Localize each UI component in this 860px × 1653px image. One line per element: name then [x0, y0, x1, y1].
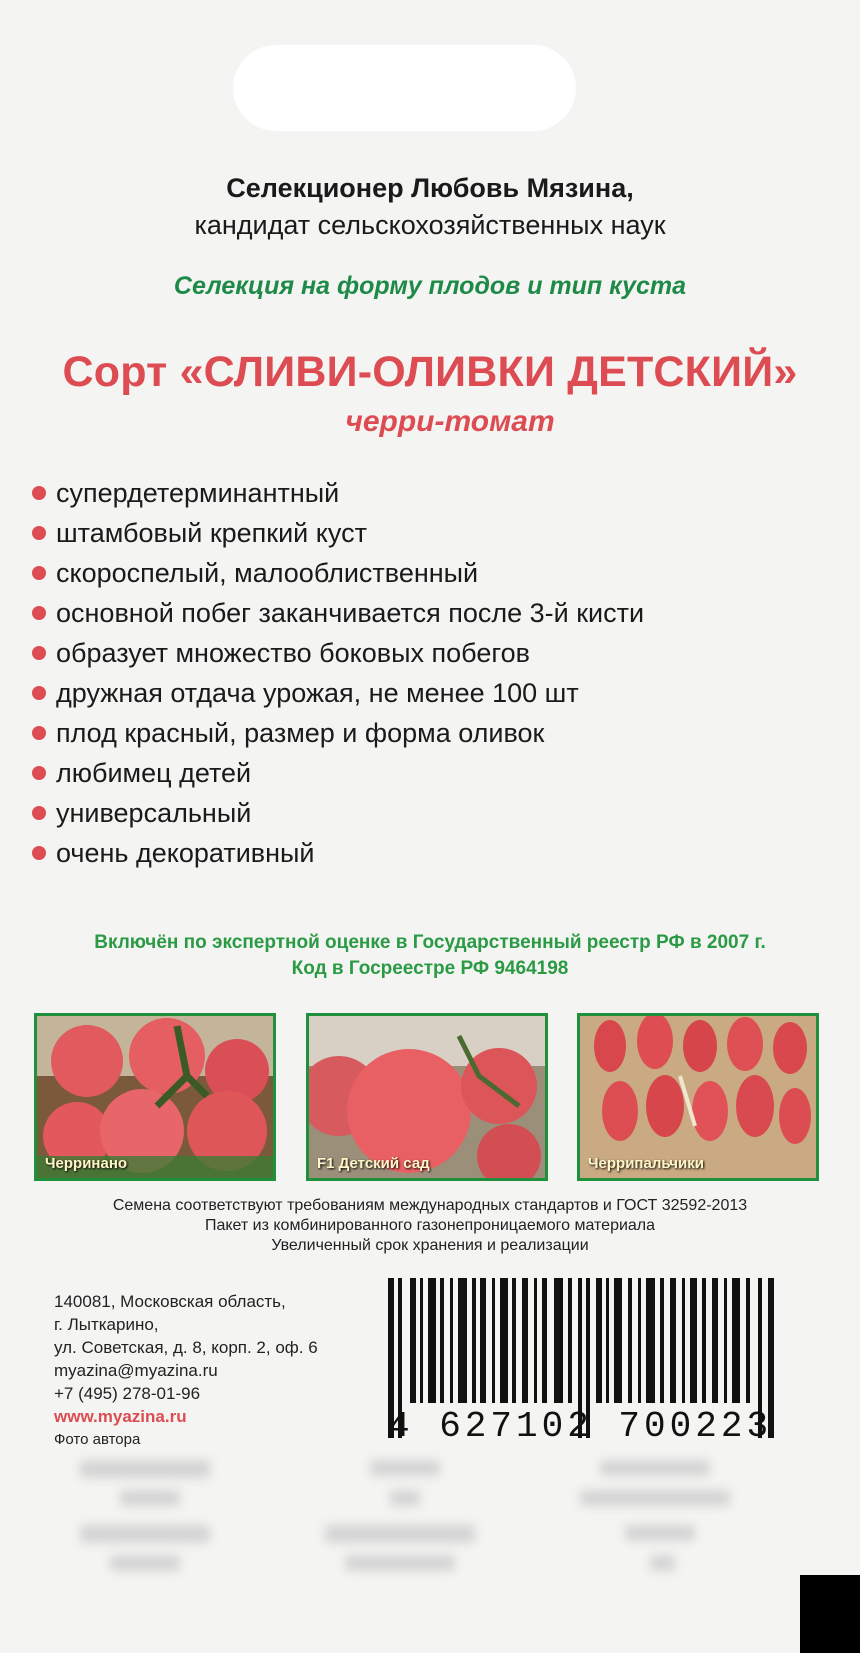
- list-item: любимец детей: [32, 753, 644, 793]
- bullet-icon: [32, 806, 46, 820]
- list-item: образует множество боковых побегов: [32, 633, 644, 673]
- variety-type: черри-томат: [345, 405, 555, 438]
- blurred-text: [80, 1460, 210, 1478]
- blurred-text: [600, 1460, 710, 1476]
- selection-note: Селекция на форму плодов и тип куста: [173, 272, 687, 300]
- website: www.myazina.ru: [54, 1407, 187, 1426]
- registry-note: [0, 930, 860, 982]
- blurred-text: [650, 1555, 675, 1571]
- bullet-icon: [32, 646, 46, 660]
- list-item: очень декоративный: [32, 833, 644, 873]
- tomato-photo: [580, 1016, 816, 1178]
- list-item: штамбовый крепкий куст: [32, 513, 644, 553]
- standards-line-3: Увеличенный срок хранения и реализации: [271, 1237, 589, 1254]
- bullet-icon: [32, 486, 46, 500]
- standards-line-1: Семена соответствуют требованиям международных стандартов и ГОСТ 32592-2013: [112, 1197, 748, 1214]
- variety-name: Сорт «СЛИВИ-ОЛИВКИ ДЕТСКИЙ»: [62, 348, 798, 396]
- standards-note: [0, 1196, 860, 1256]
- hang-hole: [233, 45, 576, 131]
- email: myazina@myazina.ru: [54, 1361, 218, 1380]
- blurred-text: [390, 1490, 420, 1506]
- list-item: универсальный: [32, 793, 644, 833]
- bullet-icon: [32, 526, 46, 540]
- phone: +7 (495) 278-01-96: [54, 1384, 201, 1403]
- photo-credit: Фото автора: [54, 1431, 141, 1448]
- blurred-text: [370, 1460, 440, 1476]
- registry-line-2: Код в Госреестре РФ 9464198: [291, 958, 569, 979]
- address-line-3: ул. Советская, д. 8, корп. 2, оф. 6: [54, 1338, 318, 1357]
- bullet-icon: [32, 566, 46, 580]
- photo-detsky-sad: [306, 1013, 548, 1181]
- tomato-photo: [37, 1016, 273, 1178]
- list-item: плод красный, размер и форма оливок: [32, 713, 644, 753]
- blurred-text: [80, 1525, 210, 1543]
- bullet-icon: [32, 766, 46, 780]
- tomato-photo: [309, 1016, 545, 1178]
- photo-caption: Черрипальчики: [588, 1155, 704, 1172]
- blurred-text: [325, 1525, 475, 1543]
- address-line-2: г. Лыткарино,: [54, 1315, 159, 1334]
- list-item: супердетерминантный: [32, 473, 644, 513]
- breeder-title: кандидат сельскохозяйственных наук: [194, 210, 666, 240]
- blurred-text: [120, 1490, 180, 1506]
- bullet-icon: [32, 846, 46, 860]
- features-list: [32, 473, 644, 873]
- blurred-text: [345, 1555, 455, 1571]
- address-block: [54, 1290, 318, 1451]
- blurred-text: [625, 1525, 695, 1541]
- photo-caption: F1 Детский сад: [317, 1155, 430, 1172]
- packet-edge: [800, 1575, 860, 1653]
- registry-line-1: Включён по экспертной оценке в Государственный реестр РФ в 2007 г.: [94, 932, 766, 953]
- breeder-name: Селекционер Любовь Мязина,: [226, 173, 634, 203]
- standards-line-2: Пакет из комбинированного газонепроницаемого материала: [204, 1217, 656, 1234]
- blurred-text: [580, 1490, 730, 1506]
- photo-cherrinano: [34, 1013, 276, 1181]
- list-item: скороспелый, малооблиственный: [32, 553, 644, 593]
- bullet-icon: [32, 606, 46, 620]
- breeder-block: [0, 170, 860, 244]
- photo-cherripalchiki: [577, 1013, 819, 1181]
- blurred-text: [110, 1555, 180, 1571]
- list-item: основной побег заканчивается после 3-й кисти: [32, 593, 644, 633]
- barcode-digits: 4 627102 700223: [388, 1406, 773, 1447]
- bullet-icon: [32, 726, 46, 740]
- list-item: дружная отдача урожая, не менее 100 шт: [32, 673, 644, 713]
- bullet-icon: [32, 686, 46, 700]
- address-line-1: 140081, Московская область,: [54, 1292, 286, 1311]
- photo-caption: Черринано: [45, 1155, 128, 1172]
